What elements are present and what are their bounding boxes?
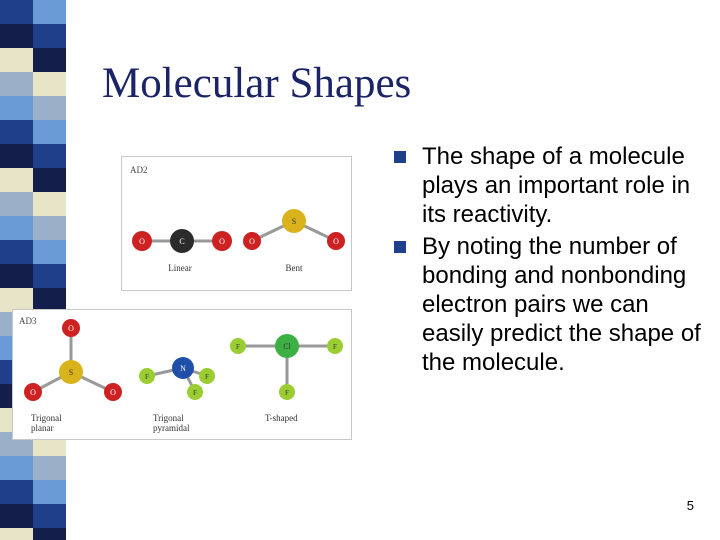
stripe-block [0,528,33,540]
stripe-block [0,0,33,24]
stripe-block [33,48,66,72]
stripe-block [33,504,66,528]
stripe-block [0,216,33,240]
trigonal-pyramidal-molecule [139,357,215,433]
linear-molecule [132,229,232,273]
bent-molecule [243,209,345,273]
atom-label: F [205,373,209,381]
atom-label: F [236,343,240,351]
atom-label: F [145,373,149,381]
square-bullet-icon [394,241,406,253]
atom-label: S [68,368,74,377]
atom-label: C [179,237,185,246]
stripe-block [0,240,33,264]
stripe-block [33,72,66,96]
stripe-block [0,264,33,288]
stripe-block [33,480,66,504]
stripe-block [33,120,66,144]
atom-label: O [249,237,255,246]
stripe-block [0,192,33,216]
stripe-block [33,216,66,240]
linear-caption: Linear [168,263,192,273]
atom-label: O [219,237,225,246]
bullet-item [388,232,708,377]
stripe-block [33,24,66,48]
stripe-block [33,264,66,288]
figure-ad3 [12,309,352,440]
stripe-block [0,48,33,72]
atom-label: O [30,388,36,397]
trigonal-planar-caption-line2: planar [31,423,54,433]
stripe-block [33,528,66,540]
stripe-block [33,96,66,120]
atom-label: F [285,389,289,397]
atom-label: O [139,237,145,246]
stripe-block [0,504,33,528]
stripe-block [33,168,66,192]
ad2-diagram [122,157,353,292]
trigonal-planar-caption-line1: Trigonal [31,413,62,423]
atom-label: N [180,364,186,373]
stripe-block [0,24,33,48]
slide-title: Molecular Shapes [102,60,412,107]
atom-label: O [110,388,116,397]
stripe-block [0,456,33,480]
atom-label: O [68,324,74,333]
t-shaped-molecule [230,334,343,423]
square-bullet-icon [394,151,406,163]
ad2-group-label: AD2 [130,165,148,175]
trigonal-pyramidal-caption-line1: Trigonal [153,413,184,423]
stripe-block [0,72,33,96]
bullet-list [388,142,708,380]
stripe-block [33,0,66,24]
atom-label: F [193,389,197,397]
stripe-block [0,96,33,120]
trigonal-pyramidal-caption-line2: pyramidal [153,423,190,433]
decorative-stripe [0,0,66,540]
stripe-block [0,144,33,168]
ad3-diagram [13,310,353,441]
stripe-block [33,240,66,264]
stripe-block [33,192,66,216]
atom-label: Cl [283,342,291,351]
ad3-group-label: AD3 [19,316,37,326]
stripe-block [0,120,33,144]
bullet-text: By noting the number of bonding and nonbonding electron pairs we can easily predict the shape of the molecule. [422,233,701,376]
page-number: 5 [686,498,694,513]
atom-label: S [291,217,297,226]
bent-caption: Bent [285,263,303,273]
stripe-block [0,480,33,504]
bullet-text: The shape of a molecule plays an important role in its reactivity. [422,143,691,228]
trigonal-planar-molecule [24,319,122,433]
atom-label: F [333,343,337,351]
atom-label: O [333,237,339,246]
stripe-block [0,168,33,192]
t-shaped-caption: T-shaped [265,413,298,423]
figure-ad2 [121,156,352,291]
stripe-block [33,456,66,480]
bullet-item [388,142,708,229]
stripe-block [33,144,66,168]
